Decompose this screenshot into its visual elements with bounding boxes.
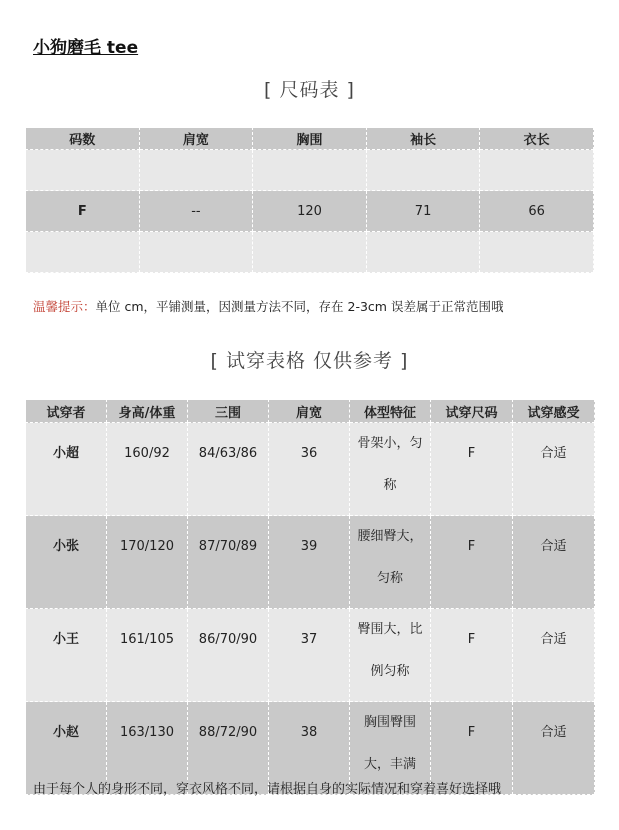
empty-cell bbox=[26, 150, 140, 191]
measurements: 88/72/90 bbox=[188, 702, 269, 795]
size-chart-table bbox=[25, 127, 594, 273]
trial-chart-heading: [ 试穿表格 仅供参考 ] bbox=[210, 350, 409, 372]
size-empty-row bbox=[26, 232, 594, 273]
measurements: 86/70/90 bbox=[188, 609, 269, 702]
size-cell: F bbox=[26, 191, 140, 232]
trial-header-row bbox=[26, 400, 595, 423]
fit-feeling: 合适 bbox=[513, 516, 595, 609]
shoulder: 37 bbox=[269, 609, 350, 702]
fit-feeling: 合适 bbox=[513, 609, 595, 702]
trial-header-cell: 试穿尺码 bbox=[431, 400, 513, 423]
size-header-cell: 胸围 bbox=[253, 128, 367, 150]
body-feature bbox=[350, 609, 431, 702]
trial-header-cell: 试穿感受 bbox=[513, 400, 595, 423]
footer-note: 由于每个人的身形不同，穿衣风格不同，请根据自身的实际情况和穿着喜好选择哦 bbox=[33, 782, 502, 797]
empty-cell bbox=[139, 150, 253, 191]
size-header-cell: 肩宽 bbox=[139, 128, 253, 150]
feature-line: 例匀称 bbox=[370, 664, 410, 679]
body-feature bbox=[350, 516, 431, 609]
tried-size: F bbox=[431, 516, 513, 609]
trial-row bbox=[26, 609, 595, 702]
empty-cell bbox=[366, 150, 480, 191]
feature-line: 大，丰满 bbox=[363, 757, 416, 772]
size-header-row bbox=[26, 128, 594, 150]
size-chart-heading: [ 尺码表 ] bbox=[264, 79, 355, 101]
tip-text: 单位 cm，平铺测量，因测量方法不同，存在 2-3cm 误差属于正常范围哦 bbox=[95, 299, 504, 314]
size-header-cell: 衣长 bbox=[480, 128, 594, 150]
empty-cell bbox=[253, 232, 367, 273]
shoulder-cell: -- bbox=[139, 191, 253, 232]
sleeve-cell: 71 bbox=[366, 191, 480, 232]
trial-header-cell: 体型特征 bbox=[350, 400, 431, 423]
trial-header-cell: 三围 bbox=[188, 400, 269, 423]
trial-header-cell: 肩宽 bbox=[269, 400, 350, 423]
tester-name: 小张 bbox=[26, 516, 107, 609]
size-empty-row bbox=[26, 150, 594, 191]
tried-size: F bbox=[431, 702, 513, 795]
tip-label: 温馨提示： bbox=[33, 299, 96, 314]
size-data-row bbox=[26, 191, 594, 232]
tried-size: F bbox=[431, 423, 513, 516]
product-title: 小狗磨毛 tee bbox=[33, 38, 139, 58]
body-feature bbox=[350, 423, 431, 516]
empty-cell bbox=[26, 232, 140, 273]
shoulder: 39 bbox=[269, 516, 350, 609]
fit-feeling: 合适 bbox=[513, 423, 595, 516]
size-header-cell: 码数 bbox=[26, 128, 140, 150]
feature-line: 称 bbox=[383, 478, 397, 493]
feature-line: 匀称 bbox=[376, 571, 403, 586]
empty-cell bbox=[480, 232, 594, 273]
size-header-cell: 袖长 bbox=[366, 128, 480, 150]
feature-line: 腰细臀大， bbox=[357, 529, 423, 544]
measurement-tip bbox=[33, 297, 503, 315]
empty-cell bbox=[480, 150, 594, 191]
trial-table bbox=[25, 399, 595, 795]
height-weight: 170/120 bbox=[107, 516, 188, 609]
trial-row bbox=[26, 423, 595, 516]
tester-name: 小赵 bbox=[26, 702, 107, 795]
shoulder: 36 bbox=[269, 423, 350, 516]
tried-size: F bbox=[431, 609, 513, 702]
height-weight: 161/105 bbox=[107, 609, 188, 702]
empty-cell bbox=[139, 232, 253, 273]
height-weight: 160/92 bbox=[107, 423, 188, 516]
measurements: 87/70/89 bbox=[188, 516, 269, 609]
measurements: 84/63/86 bbox=[188, 423, 269, 516]
length-cell: 66 bbox=[480, 191, 594, 232]
chest-cell: 120 bbox=[253, 191, 367, 232]
empty-cell bbox=[253, 150, 367, 191]
feature-line: 臀围大，比 bbox=[357, 622, 423, 637]
empty-cell bbox=[366, 232, 480, 273]
height-weight: 163/130 bbox=[107, 702, 188, 795]
tester-name: 小王 bbox=[26, 609, 107, 702]
fit-feeling: 合适 bbox=[513, 702, 595, 795]
trial-row bbox=[26, 516, 595, 609]
feature-line: 胸围臀围 bbox=[363, 715, 416, 730]
shoulder: 38 bbox=[269, 702, 350, 795]
feature-line: 骨架小，匀 bbox=[357, 436, 423, 451]
tester-name: 小超 bbox=[26, 423, 107, 516]
trial-header-cell: 试穿者 bbox=[26, 400, 107, 423]
trial-header-cell: 身高/体重 bbox=[107, 400, 188, 423]
